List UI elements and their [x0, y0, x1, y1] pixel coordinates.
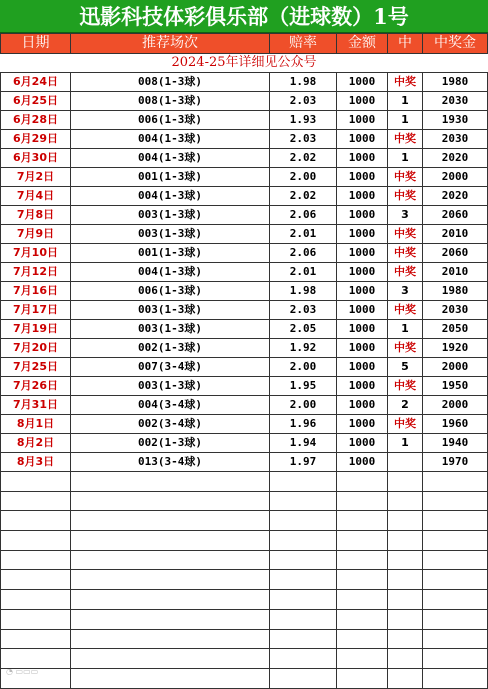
- table-row: [1, 453, 488, 472]
- empty-cell: [1, 609, 71, 629]
- cell-prize: 2020: [423, 149, 488, 168]
- cell-match: 003(1-3球): [71, 225, 270, 244]
- cell-date: 7月19日: [1, 320, 71, 339]
- empty-cell: [388, 491, 423, 511]
- cell-date: 7月4日: [1, 187, 71, 206]
- empty-cell: [270, 472, 337, 492]
- empty-cell: [388, 649, 423, 669]
- table-row: [1, 73, 488, 92]
- table-row: [1, 187, 488, 206]
- table-row: [1, 168, 488, 187]
- cell-prize: 1980: [423, 73, 488, 92]
- empty-cell: [388, 590, 423, 610]
- empty-cell: [270, 668, 337, 688]
- empty-cell: [423, 472, 488, 492]
- cell-prize: 1930: [423, 111, 488, 130]
- results-table: [0, 33, 488, 689]
- table-row: [1, 263, 488, 282]
- cell-match: 013(3-4球): [71, 453, 270, 472]
- header-match: 推荐场次: [71, 34, 270, 54]
- cell-hit: 中奖: [388, 130, 423, 149]
- table-row: [1, 396, 488, 415]
- cell-amount: 1000: [337, 396, 388, 415]
- empty-cell: [337, 590, 388, 610]
- cell-odds: 2.06: [270, 206, 337, 225]
- empty-cell: [71, 609, 270, 629]
- subtitle-row: [1, 54, 488, 73]
- cell-hit: 中奖: [388, 377, 423, 396]
- header-amount: 金额: [337, 34, 388, 54]
- empty-cell: [1, 649, 71, 669]
- empty-cell: [423, 609, 488, 629]
- empty-cell: [337, 629, 388, 649]
- empty-cell: [71, 649, 270, 669]
- cell-match: 004(1-3球): [71, 130, 270, 149]
- cell-amount: 1000: [337, 282, 388, 301]
- empty-cell: [71, 570, 270, 590]
- cell-match: 002(3-4球): [71, 415, 270, 434]
- cell-match: 006(1-3球): [71, 282, 270, 301]
- cell-odds: 2.02: [270, 187, 337, 206]
- empty-cell: [1, 491, 71, 511]
- header-date: 日期: [1, 34, 71, 54]
- empty-cell: [423, 511, 488, 531]
- cell-prize: 1920: [423, 339, 488, 358]
- empty-cell: [337, 531, 388, 551]
- empty-cell: [423, 491, 488, 511]
- table-row: [1, 339, 488, 358]
- cell-odds: 1.95: [270, 377, 337, 396]
- cell-odds: 1.94: [270, 434, 337, 453]
- empty-cell: [71, 511, 270, 531]
- empty-row: [1, 511, 488, 531]
- cell-date: 7月25日: [1, 358, 71, 377]
- table-row: [1, 92, 488, 111]
- empty-cell: [337, 649, 388, 669]
- cell-match: 001(1-3球): [71, 168, 270, 187]
- empty-row: [1, 531, 488, 551]
- empty-cell: [71, 668, 270, 688]
- cell-date: 7月20日: [1, 339, 71, 358]
- empty-cell: [1, 570, 71, 590]
- cell-date: 6月25日: [1, 92, 71, 111]
- cell-match: 007(3-4球): [71, 358, 270, 377]
- cell-hit: [388, 453, 423, 472]
- header-row: [1, 34, 488, 54]
- cell-prize: 1950: [423, 377, 488, 396]
- table-row: [1, 149, 488, 168]
- watermark-logo: ◔ ▭▭▭: [6, 667, 39, 676]
- cell-prize: 2000: [423, 396, 488, 415]
- empty-row: [1, 491, 488, 511]
- cell-hit: 中奖: [388, 301, 423, 320]
- cell-odds: 1.92: [270, 339, 337, 358]
- cell-amount: 1000: [337, 434, 388, 453]
- cell-hit: 中奖: [388, 244, 423, 263]
- cell-match: 004(1-3球): [71, 263, 270, 282]
- cell-prize: 2030: [423, 92, 488, 111]
- cell-date: 8月1日: [1, 415, 71, 434]
- empty-cell: [270, 531, 337, 551]
- cell-match: 001(1-3球): [71, 244, 270, 263]
- cell-hit: 中奖: [388, 263, 423, 282]
- empty-cell: [337, 668, 388, 688]
- cell-amount: 1000: [337, 130, 388, 149]
- cell-odds: 2.01: [270, 225, 337, 244]
- cell-hit: 中奖: [388, 73, 423, 92]
- empty-cell: [71, 472, 270, 492]
- cell-odds: 2.02: [270, 149, 337, 168]
- empty-cell: [270, 649, 337, 669]
- cell-odds: 2.06: [270, 244, 337, 263]
- cell-odds: 2.00: [270, 168, 337, 187]
- empty-cell: [270, 550, 337, 570]
- empty-cell: [337, 491, 388, 511]
- cell-match: 003(1-3球): [71, 301, 270, 320]
- cell-date: 6月28日: [1, 111, 71, 130]
- cell-hit: 1: [388, 320, 423, 339]
- cell-date: 8月3日: [1, 453, 71, 472]
- cell-hit: 5: [388, 358, 423, 377]
- empty-cell: [270, 590, 337, 610]
- cell-prize: 1970: [423, 453, 488, 472]
- empty-cell: [388, 570, 423, 590]
- cell-amount: 1000: [337, 320, 388, 339]
- empty-row: [1, 550, 488, 570]
- cell-prize: 2030: [423, 130, 488, 149]
- empty-row: [1, 570, 488, 590]
- cell-hit: 2: [388, 396, 423, 415]
- empty-cell: [1, 629, 71, 649]
- table-row: [1, 415, 488, 434]
- cell-date: 7月26日: [1, 377, 71, 396]
- cell-match: 003(1-3球): [71, 206, 270, 225]
- cell-odds: 2.00: [270, 396, 337, 415]
- cell-date: 7月16日: [1, 282, 71, 301]
- table-row: [1, 282, 488, 301]
- empty-cell: [270, 629, 337, 649]
- cell-date: 7月12日: [1, 263, 71, 282]
- cell-match: 002(1-3球): [71, 339, 270, 358]
- empty-row: [1, 609, 488, 629]
- cell-prize: 2060: [423, 244, 488, 263]
- cell-prize: 2050: [423, 320, 488, 339]
- cell-match: 004(1-3球): [71, 187, 270, 206]
- cell-prize: 1960: [423, 415, 488, 434]
- empty-cell: [423, 668, 488, 688]
- cell-prize: 1940: [423, 434, 488, 453]
- cell-odds: 1.96: [270, 415, 337, 434]
- cell-amount: 1000: [337, 244, 388, 263]
- sheet-title: 迅影科技体彩俱乐部（进球数）1号: [0, 0, 488, 33]
- cell-hit: 1: [388, 434, 423, 453]
- cell-amount: 1000: [337, 339, 388, 358]
- cell-prize: 2030: [423, 301, 488, 320]
- cell-match: 008(1-3球): [71, 92, 270, 111]
- table-row: [1, 301, 488, 320]
- cell-hit: 1: [388, 149, 423, 168]
- empty-row: [1, 472, 488, 492]
- table-row: [1, 206, 488, 225]
- cell-match: 002(1-3球): [71, 434, 270, 453]
- cell-odds: 2.03: [270, 301, 337, 320]
- empty-cell: [337, 570, 388, 590]
- empty-cell: [388, 511, 423, 531]
- cell-hit: 1: [388, 92, 423, 111]
- empty-cell: [337, 609, 388, 629]
- cell-amount: 1000: [337, 149, 388, 168]
- cell-match: 004(3-4球): [71, 396, 270, 415]
- cell-date: 6月30日: [1, 149, 71, 168]
- cell-prize: 1980: [423, 282, 488, 301]
- cell-prize: 2010: [423, 263, 488, 282]
- cell-amount: 1000: [337, 453, 388, 472]
- table-row: [1, 377, 488, 396]
- cell-date: 7月2日: [1, 168, 71, 187]
- cell-hit: 中奖: [388, 225, 423, 244]
- empty-cell: [423, 649, 488, 669]
- empty-cell: [71, 491, 270, 511]
- empty-cell: [388, 550, 423, 570]
- cell-amount: 1000: [337, 377, 388, 396]
- cell-hit: 1: [388, 111, 423, 130]
- cell-match: 008(1-3球): [71, 73, 270, 92]
- empty-cell: [1, 531, 71, 551]
- cell-match: 003(1-3球): [71, 320, 270, 339]
- table-row: [1, 130, 488, 149]
- cell-amount: 1000: [337, 415, 388, 434]
- cell-prize: 2000: [423, 168, 488, 187]
- empty-cell: [388, 629, 423, 649]
- cell-amount: 1000: [337, 301, 388, 320]
- table-row: [1, 358, 488, 377]
- cell-amount: 1000: [337, 168, 388, 187]
- cell-date: 8月2日: [1, 434, 71, 453]
- cell-match: 006(1-3球): [71, 111, 270, 130]
- cell-date: 7月8日: [1, 206, 71, 225]
- cell-hit: 中奖: [388, 187, 423, 206]
- empty-cell: [337, 550, 388, 570]
- cell-odds: 2.05: [270, 320, 337, 339]
- cell-date: 7月17日: [1, 301, 71, 320]
- table-row: [1, 244, 488, 263]
- cell-date: 6月29日: [1, 130, 71, 149]
- empty-cell: [1, 550, 71, 570]
- cell-date: 7月9日: [1, 225, 71, 244]
- empty-cell: [423, 531, 488, 551]
- empty-cell: [388, 609, 423, 629]
- empty-cell: [388, 472, 423, 492]
- empty-cell: [388, 531, 423, 551]
- empty-cell: [423, 550, 488, 570]
- cell-prize: 2000: [423, 358, 488, 377]
- empty-cell: [337, 472, 388, 492]
- table-row: [1, 434, 488, 453]
- cell-hit: 3: [388, 282, 423, 301]
- empty-cell: [71, 629, 270, 649]
- cell-prize: 2060: [423, 206, 488, 225]
- empty-cell: [423, 629, 488, 649]
- cell-odds: 1.97: [270, 453, 337, 472]
- empty-cell: [71, 590, 270, 610]
- cell-odds: 2.01: [270, 263, 337, 282]
- empty-row: [1, 590, 488, 610]
- header-odds: 赔率: [270, 34, 337, 54]
- empty-row: [1, 649, 488, 669]
- empty-cell: [270, 511, 337, 531]
- cell-amount: 1000: [337, 73, 388, 92]
- cell-amount: 1000: [337, 206, 388, 225]
- empty-cell: [423, 570, 488, 590]
- subtitle: 2024-25年详细见公众号: [1, 54, 488, 73]
- empty-cell: [270, 491, 337, 511]
- cell-date: 7月31日: [1, 396, 71, 415]
- cell-odds: 1.93: [270, 111, 337, 130]
- empty-cell: [71, 531, 270, 551]
- header-hit: 中: [388, 34, 423, 54]
- cell-hit: 3: [388, 206, 423, 225]
- empty-cell: [1, 511, 71, 531]
- cell-match: 004(1-3球): [71, 149, 270, 168]
- cell-date: 6月24日: [1, 73, 71, 92]
- cell-prize: 2010: [423, 225, 488, 244]
- cell-odds: 2.03: [270, 130, 337, 149]
- cell-odds: 2.00: [270, 358, 337, 377]
- table-row: [1, 111, 488, 130]
- table-row: [1, 320, 488, 339]
- empty-cell: [71, 550, 270, 570]
- empty-cell: [1, 590, 71, 610]
- cell-odds: 2.03: [270, 92, 337, 111]
- cell-hit: 中奖: [388, 168, 423, 187]
- header-prize: 中奖金: [423, 34, 488, 54]
- cell-amount: 1000: [337, 92, 388, 111]
- cell-odds: 1.98: [270, 282, 337, 301]
- cell-date: 7月10日: [1, 244, 71, 263]
- empty-row: [1, 668, 488, 688]
- empty-cell: [388, 668, 423, 688]
- empty-cell: [270, 570, 337, 590]
- cell-hit: 中奖: [388, 339, 423, 358]
- cell-hit: 中奖: [388, 415, 423, 434]
- cell-amount: 1000: [337, 111, 388, 130]
- cell-odds: 1.98: [270, 73, 337, 92]
- cell-amount: 1000: [337, 187, 388, 206]
- empty-cell: [337, 511, 388, 531]
- empty-cell: [423, 590, 488, 610]
- empty-row: [1, 629, 488, 649]
- cell-amount: 1000: [337, 358, 388, 377]
- cell-prize: 2020: [423, 187, 488, 206]
- table-row: [1, 225, 488, 244]
- cell-match: 003(1-3球): [71, 377, 270, 396]
- cell-amount: 1000: [337, 263, 388, 282]
- empty-cell: [270, 609, 337, 629]
- cell-amount: 1000: [337, 225, 388, 244]
- empty-cell: [1, 472, 71, 492]
